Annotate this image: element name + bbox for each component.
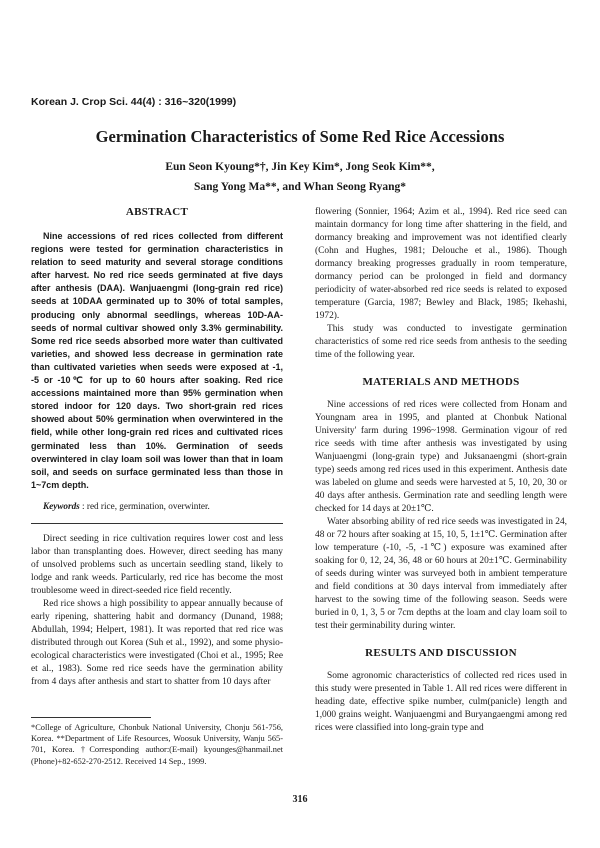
paper-title: Germination Characteristics of Some Red Rice Accessions (95, 127, 505, 146)
author-list (0, 157, 600, 197)
methods-paragraph-1: Nine accessions of red rices were collected from Honam and Youngnam area in 1995, and planted at Chonbuk National University' farm during 1996~1998. Germination vigour of red rice seeds with time after anthesis was investigated by using Wanjuaengmi (long-grain type) and Juksanaengmi (short-grain type) seeds among red rices used in this experiment. Anthesis date was labeled on glume and seeds were harvested at 5, 10, 20, 30 or 40 days after anthesis. Germination rate and seedling length were checked for 14 days at 20±1℃. (315, 400, 567, 514)
right-column (315, 206, 567, 735)
results-paragraph-1: Some agronomic characteristics of collected red rices used in this study were presented in Table 1. All red rices were different in heading date, effective spike number, culm(panicle) length and 1,000 grains weight. Wanjuaengmi and Buryangaengmi among red rices were classified into long-grain type and (315, 671, 567, 733)
abstract-body: Nine accessions of red rices collected from different regions were tested for germination characteristics in relation to seed maturity and several storage conditions after harvest. No red rice seeds germinated at five days after anthesis (DAA). Wanjuaengmi (long-grain red rice) seeds at 10DAA germinated up to 30% of total samples, producing only abnormal seedlings, whereas 10D-AA-seeds of normal cultivar showed only 3.3% germinability. Some red rice seeds absorbed more water than cultivated varieties, and showed less decrease in germination rate than cultivated varieties when seeds were exposed at -1, -5 or -10℃ for up to 60 hours after soaking. Red rice accessions maintained more than 95% germination when stored indoor for 120 days. Two short-grain red rices showed about 50% germination when overwintered in the field, while other long-grain red rices and cultivated rices germinated less than 10%. Germination of seeds overwintered in clay loam soil was lower than that in loam soil, and seeds on surface germinated less than those in 1~7cm depth. (31, 231, 283, 490)
journal-citation: Korean J. Crop Sci. 44(4) : 316~320(1999) (31, 96, 237, 108)
keywords-label: Keywords (43, 500, 80, 511)
intro-paragraph-2: Red rice shows a high possibility to appear annually because of early ripening, shattering habit and dormancy (Dunand, 1988; Abdullah, 1994; Helpert, 1981). It was reported that red rice was distributed through out Korea (Suh et al., 1992), and some physio-ecological characteristics were investigated (Choi et al., 1995; Ree et al., 1983). Some red rice seeds have the germination ability from 4 days after anthesis and start to shatter from 10 days after (31, 598, 283, 687)
author-line-2: Sang Yong Ma**, and Whan Seong Ryang* (193, 181, 407, 193)
left-column (31, 206, 283, 689)
footnote-divider (31, 717, 151, 718)
methods-paragraph-2: Water absorbing ability of red rice seeds was investigated in 24, 48 or 72 hours after soaking at 15, 10, 5, 1±1℃. Germination after low temperature (-10, -5, -1℃) exposure was examined after soaking for 0, 12, 24, 36, 48 or 60 hours at 20±1℃. Germinability of seeds during winter was surveyed both in ambient temperature and field conditions at 30 days interval from immediately after harvest to the sowing time of the following season. Seeds were buried in 0, 1, 3, 5 or 7cm depths at the loam and clay loam soil to test their germinability during winter. (315, 517, 567, 631)
abstract-heading: ABSTRACT (125, 206, 189, 218)
affiliation-footnote: *College of Agriculture, Chonbuk National University, Chonju 561-756, Korea. **Department of Life Resources, Woosuk University, Wanju 565-701, Korea. †Corresponding author:(E-mail) kyounges@hanmail.net (Phone)+82-652-270-2512. Received 14 Sep., 1999. (31, 723, 283, 766)
keywords-line (31, 500, 283, 513)
results-heading: RESULTS AND DISCUSSION (365, 647, 517, 659)
intro-paragraph-1: Direct seeding in rice cultivation requires lower cost and less labor than transplanting does. However, direct seeding has many of unsolved problems such as uncertain seedling stand, likely to lodge and rank weeds. Particularly, red rice has become the most troublesome weed in direct-seeded rice field recently. (31, 533, 283, 596)
methods-heading: MATERIALS AND METHODS (362, 376, 520, 388)
intro-paragraph-3: flowering (Sonnier, 1964; Azim et al., 1994). Red rice seed can maintain dormancy for long time after shattering in the field, and dormancy breaking and improvement was not identified clearly (Cohn and Hughes, 1981; Delouche et al., 1986). Though dormancy breaking progresses gradually in room temperature, dormancy period can be prolonged in field and dormancy periodicity of water-absorbed red rice seeds is related to exposed temperature (Garcia, 1987; Bewley and Black, 1985; Ikehashi, 1972). (315, 207, 567, 321)
author-line-1: Eun Seon Kyoung*†, Jin Key Kim*, Jong Seok Kim**, (165, 161, 435, 173)
page-number: 316 (292, 794, 308, 805)
keywords-text: : red rice, germination, overwinter. (79, 500, 210, 511)
intro-paragraph-4: This study was conducted to investigate germination characteristics of some red rice seeds from anthesis to the seeding time of the following year. (315, 324, 567, 360)
